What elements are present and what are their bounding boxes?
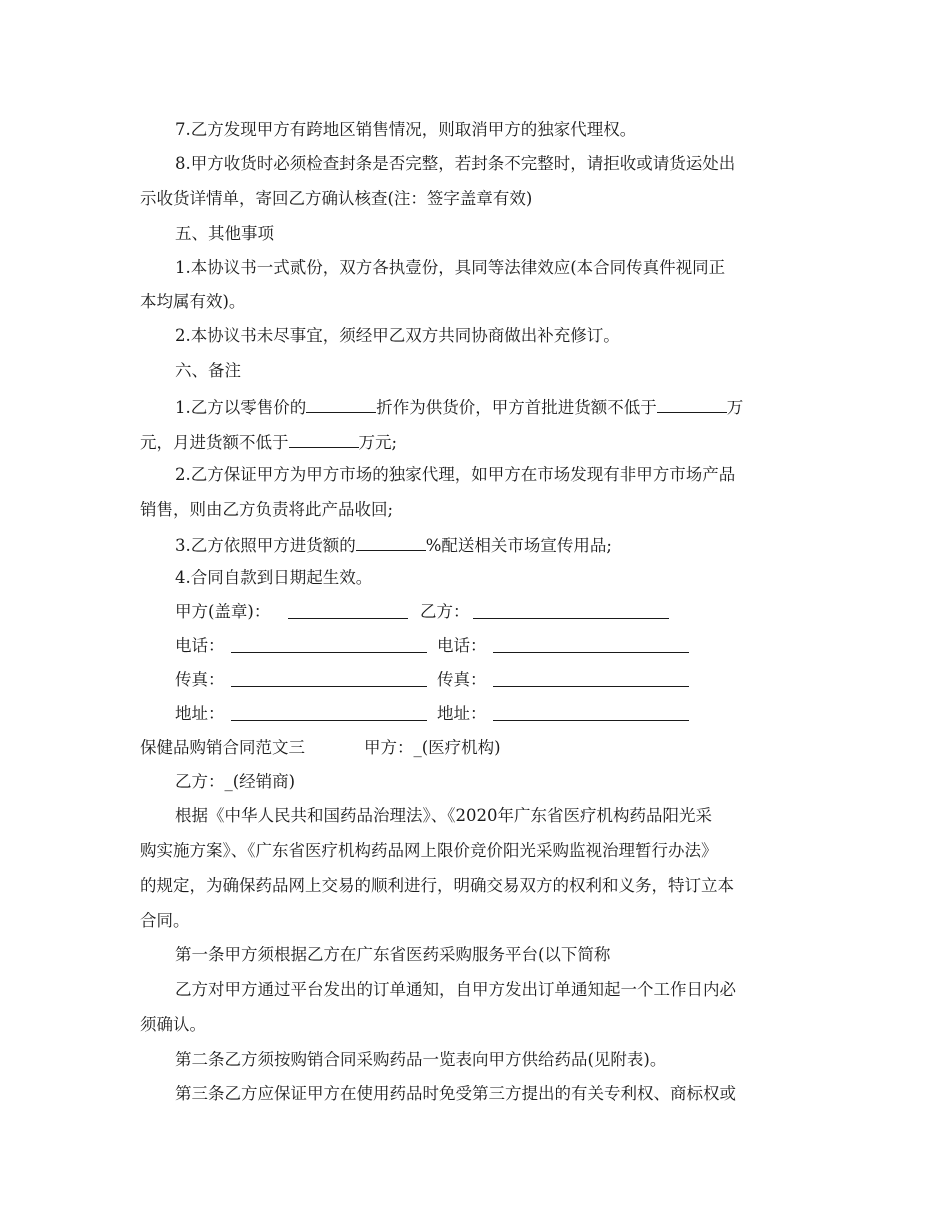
note-1-text-d: 元，月进货额不低于	[140, 433, 289, 452]
note-item-3	[175, 533, 612, 557]
preamble-line2: 购实施方案》、《广东省医疗机构药品网上限价竞价阳光采购监视治理暂行办法》	[140, 841, 718, 860]
fax-label-a: 传真：	[175, 670, 225, 689]
address-blank-a	[231, 703, 427, 721]
discount-blank	[306, 395, 376, 413]
preamble-line4: 合同。	[140, 911, 190, 930]
fax-blank-a	[231, 669, 427, 687]
section-heading-5: 五、其他事项	[175, 224, 274, 243]
article-3: 第三条乙方应保证甲方在使用药品时免受第三方提出的有关专利权、商标权或	[175, 1084, 736, 1103]
order-confirm-line1: 乙方对甲方通过平台发出的订单通知，自甲方发出订单通知起一个工作日内必	[175, 980, 736, 999]
clause-7: 7.乙方发现甲方有跨地区销售情况，则取消甲方的独家代理权。	[175, 120, 637, 139]
article-1: 第一条甲方须根据乙方在广东省医药采购服务平台(以下简称	[175, 945, 611, 964]
note-3-text-a: 3.乙方依照甲方进货额的	[175, 536, 356, 555]
preamble-line1: 根据《中华人民共和国药品治理法》、《2020年广东省医疗机构药品阳光采	[175, 806, 712, 825]
preamble-line3: 的规定，为确保药品网上交易的顺利进行，明确交易双方的权利和义务，特订立本	[140, 876, 734, 895]
fax-label-b: 传真：	[437, 670, 487, 689]
note-1-text-e: 万元;	[358, 433, 398, 452]
note-1-text-b: 折作为供货价，甲方首批进货额不低于	[376, 398, 657, 417]
address-label-a: 地址：	[175, 704, 225, 723]
other-item-2: 2.本协议书未尽事宜，须经甲乙双方共同协商做出补充修订。	[175, 326, 620, 345]
note-item-2-line1: 2.乙方保证甲方为甲方市场的独家代理，如甲方在市场发现有非甲方市场产品	[175, 465, 736, 484]
contract-three-party-b: 乙方：_(经销商)	[175, 772, 296, 791]
note-item-1-line2	[140, 430, 397, 454]
party-a-seal-blank	[288, 601, 408, 619]
contract-three-party-a: 甲方：_(医疗机构)	[364, 738, 501, 757]
note-item-1-line1	[175, 395, 743, 419]
note-1-text-a: 1.乙方以零售价的	[175, 398, 307, 417]
party-a-seal-label: 甲方(盖章)：	[175, 602, 271, 621]
promo-percent-blank	[356, 533, 426, 551]
note-1-text-c: 万	[726, 398, 744, 417]
first-order-blank	[657, 395, 727, 413]
article-2: 第二条乙方须按购销合同采购药品一览表向甲方供给药品(见附表)。	[175, 1050, 667, 1069]
phone-label-a: 电话：	[175, 636, 225, 655]
address-blank-b	[493, 703, 689, 721]
party-b-blank	[473, 601, 669, 619]
note-item-4: 4.合同自款到日期起生效。	[175, 568, 373, 587]
section-heading-6: 六、备注	[175, 361, 241, 380]
phone-blank-b	[493, 635, 689, 653]
address-label-b: 地址：	[437, 704, 487, 723]
note-item-2-line2: 销售，则由乙方负责将此产品收回;	[140, 500, 394, 519]
phone-blank-a	[231, 635, 427, 653]
fax-blank-b	[493, 669, 689, 687]
other-item-1-line2: 本均属有效)。	[140, 292, 246, 311]
clause-8-line2: 示收货详情单，寄回乙方确认核查(注：签字盖章有效)	[140, 189, 533, 208]
clause-8-line1: 8.甲方收货时必须检查封条是否完整，若封条不完整时，请拒收或请货运处出	[175, 154, 736, 173]
party-b-label: 乙方：	[420, 602, 470, 621]
contract-three-title: 保健品购销合同范文三	[140, 738, 305, 757]
note-3-text-b: %配送相关市场宣传用品;	[425, 536, 612, 555]
monthly-order-blank	[289, 430, 359, 448]
phone-label-b: 电话：	[437, 636, 487, 655]
other-item-1-line1: 1.本协议书一式贰份，双方各执壹份，具同等法律效应(本合同传真件视同正	[175, 258, 726, 277]
order-confirm-line2: 须确认。	[140, 1015, 206, 1034]
